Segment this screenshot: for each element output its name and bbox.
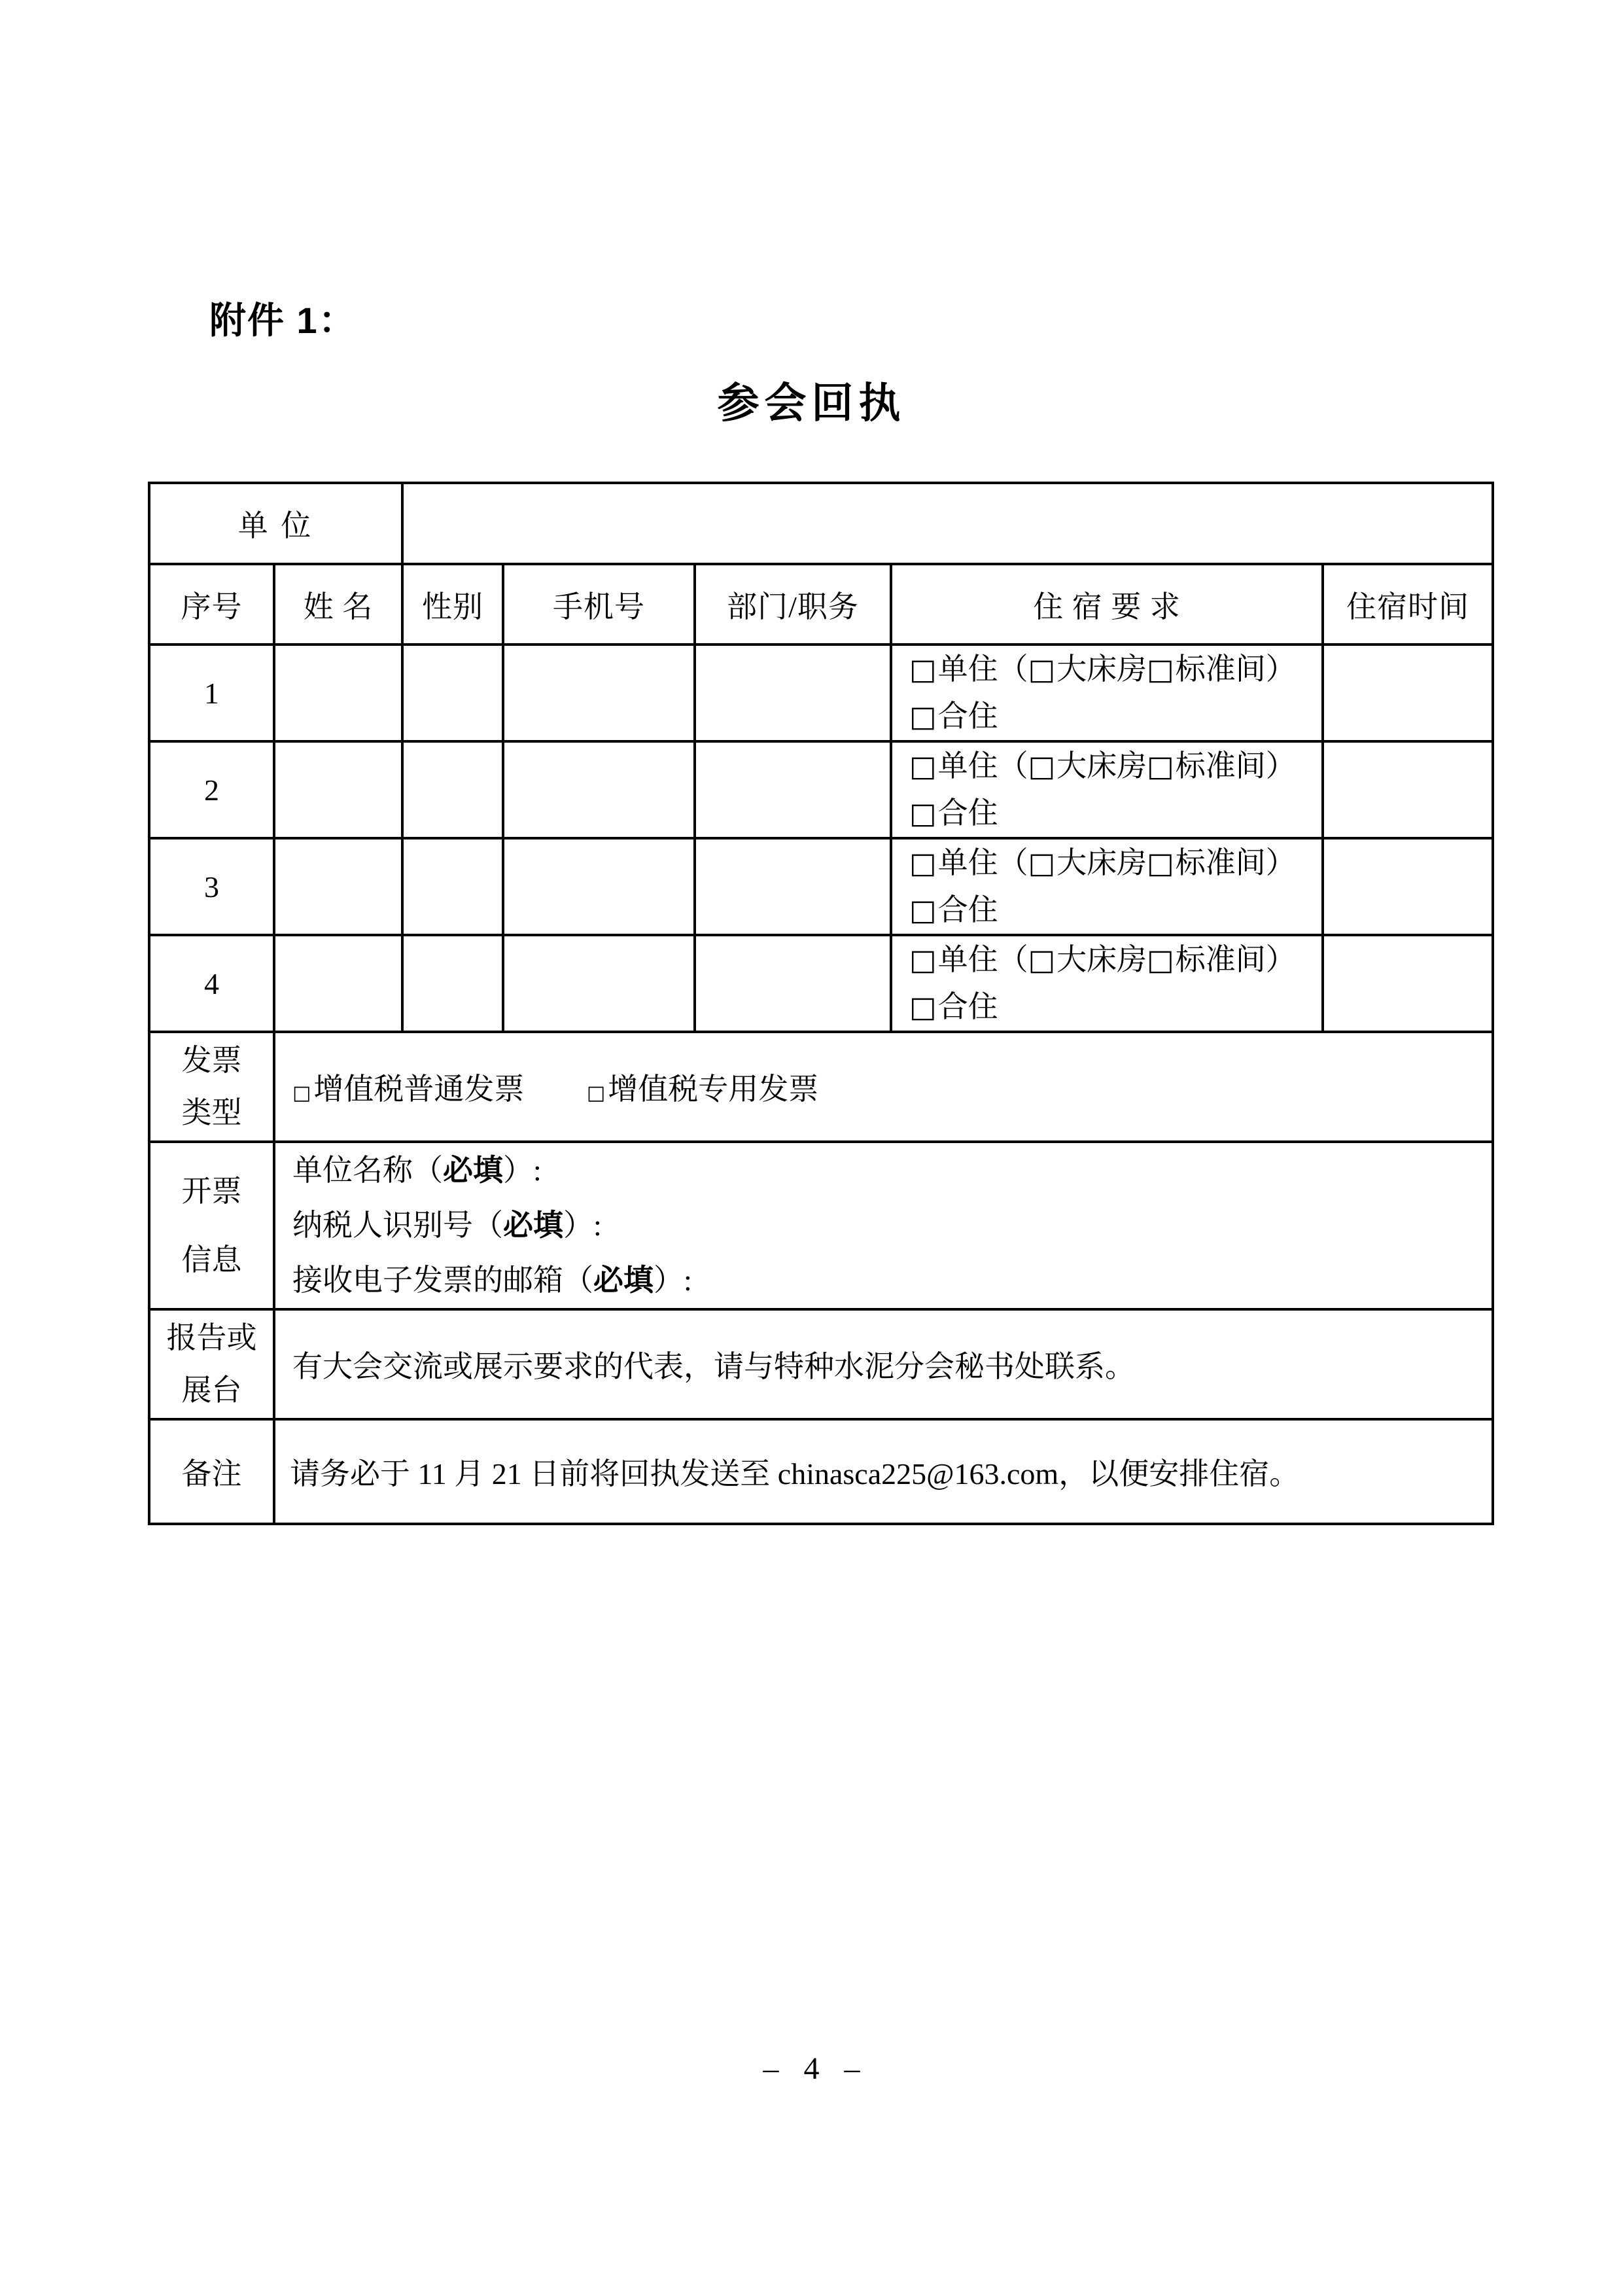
accommodation-line-1: □单住（□大床房□标准间） <box>909 652 1296 686</box>
department-input-cell[interactable] <box>695 935 891 1032</box>
gender-input-cell[interactable] <box>402 741 503 838</box>
name-input-cell[interactable] <box>274 645 402 741</box>
department-input-cell[interactable] <box>695 645 891 741</box>
phone-input-cell[interactable] <box>503 935 695 1032</box>
checkbox-icon[interactable]: □ <box>909 991 937 1024</box>
unit-row <box>149 483 1493 564</box>
accommodation-line-1: □单住（□大床房□标准间） <box>909 846 1296 880</box>
checkbox-icon[interactable]: □ <box>1147 847 1174 880</box>
invoice-info-line-taxid: 纳税人识别号（必填）: <box>292 1209 602 1242</box>
checkbox-icon[interactable]: □ <box>909 797 937 830</box>
invoice-type-label-cell: 发票 类型 <box>149 1032 274 1142</box>
serial-cell: 2 <box>149 741 274 838</box>
page-title: 参会回执 <box>717 380 906 427</box>
invoice-option-general: □增值税普通发票 <box>292 1072 525 1106</box>
stay-time-input-cell[interactable] <box>1323 935 1493 1032</box>
column-header-accommodation: 住 宿 要 求 <box>891 564 1323 645</box>
column-header-phone: 手机号 <box>503 564 695 645</box>
column-header-department: 部门/职务 <box>695 564 891 645</box>
column-header-serial: 序号 <box>149 564 274 645</box>
stay-time-input-cell[interactable] <box>1323 741 1493 838</box>
checkbox-icon[interactable]: □ <box>586 1082 606 1104</box>
checkbox-icon[interactable]: □ <box>909 894 937 927</box>
invoice-type-options-cell <box>274 1032 1493 1142</box>
attendee-row <box>149 935 1493 1032</box>
accommodation-line-2: □合住 <box>909 796 998 830</box>
invoice-info-content-cell[interactable] <box>274 1142 1493 1309</box>
stay-time-input-cell[interactable] <box>1323 645 1493 741</box>
invoice-info-label-cell: 开票 信息 <box>149 1142 274 1309</box>
accommodation-cell <box>891 838 1323 935</box>
attendee-row <box>149 741 1493 838</box>
table-header-row <box>149 564 1493 645</box>
report-booth-label-cell: 报告或 展台 <box>149 1309 274 1419</box>
page-number: – 4 – <box>763 2051 860 2086</box>
unit-label-cell: 单 位 <box>149 483 402 564</box>
accommodation-line-2: □合住 <box>909 893 998 927</box>
stay-time-input-cell[interactable] <box>1323 838 1493 935</box>
column-header-stay-time: 住宿时间 <box>1323 564 1493 645</box>
accommodation-line-1: □单住（□大床房□标准间） <box>909 943 1296 977</box>
checkbox-icon[interactable]: □ <box>909 700 937 733</box>
gender-input-cell[interactable] <box>402 838 503 935</box>
remark-content-cell: 请务必于 11 月 21 日前将回执发送至 chinasca225@163.com，以便安排住宿。 <box>274 1419 1493 1524</box>
accommodation-cell <box>891 741 1323 838</box>
accommodation-line-1: □单住（□大床房□标准间） <box>909 749 1296 783</box>
invoice-info-line-email: 接收电子发票的邮箱（必填）: <box>292 1263 692 1297</box>
checkbox-icon[interactable]: □ <box>1028 653 1056 686</box>
report-booth-content-cell: 有大会交流或展示要求的代表，请与特种水泥分会秘书处联系。 <box>274 1309 1493 1419</box>
invoice-option-special: □增值税专用发票 <box>586 1072 819 1106</box>
invoice-info-line-company: 单位名称（必填）: <box>292 1154 542 1187</box>
checkbox-icon[interactable]: □ <box>1147 653 1174 686</box>
phone-input-cell[interactable] <box>503 741 695 838</box>
checkbox-icon[interactable]: □ <box>909 653 937 686</box>
invoice-info-row <box>149 1142 1493 1309</box>
checkbox-icon[interactable]: □ <box>1028 750 1056 783</box>
attendee-row <box>149 645 1493 741</box>
gender-input-cell[interactable] <box>402 645 503 741</box>
accommodation-line-2: □合住 <box>909 990 998 1024</box>
unit-input-cell[interactable] <box>402 483 1493 564</box>
invoice-type-row <box>149 1032 1493 1142</box>
accommodation-cell <box>891 645 1323 741</box>
attendee-row <box>149 838 1493 935</box>
checkbox-icon[interactable]: □ <box>909 750 937 783</box>
name-input-cell[interactable] <box>274 741 402 838</box>
checkbox-icon[interactable]: □ <box>1147 750 1174 783</box>
remark-row <box>149 1419 1493 1524</box>
accommodation-line-2: □合住 <box>909 699 998 733</box>
checkbox-icon[interactable]: □ <box>292 1082 311 1104</box>
phone-input-cell[interactable] <box>503 838 695 935</box>
reply-form-table <box>148 482 1494 1525</box>
department-input-cell[interactable] <box>695 838 891 935</box>
checkbox-icon[interactable]: □ <box>909 847 937 880</box>
department-input-cell[interactable] <box>695 741 891 838</box>
serial-cell: 4 <box>149 935 274 1032</box>
phone-input-cell[interactable] <box>503 645 695 741</box>
name-input-cell[interactable] <box>274 935 402 1032</box>
column-header-name: 姓 名 <box>274 564 402 645</box>
attachment-label: 附件 1： <box>209 300 357 341</box>
checkbox-icon[interactable]: □ <box>1028 944 1056 977</box>
report-booth-row <box>149 1309 1493 1419</box>
checkbox-icon[interactable]: □ <box>1028 847 1056 880</box>
name-input-cell[interactable] <box>274 838 402 935</box>
column-header-gender: 性别 <box>402 564 503 645</box>
serial-cell: 1 <box>149 645 274 741</box>
remark-label-cell: 备注 <box>149 1419 274 1524</box>
accommodation-cell <box>891 935 1323 1032</box>
checkbox-icon[interactable]: □ <box>909 944 937 977</box>
checkbox-icon[interactable]: □ <box>1147 944 1174 977</box>
gender-input-cell[interactable] <box>402 935 503 1032</box>
serial-cell: 3 <box>149 838 274 935</box>
